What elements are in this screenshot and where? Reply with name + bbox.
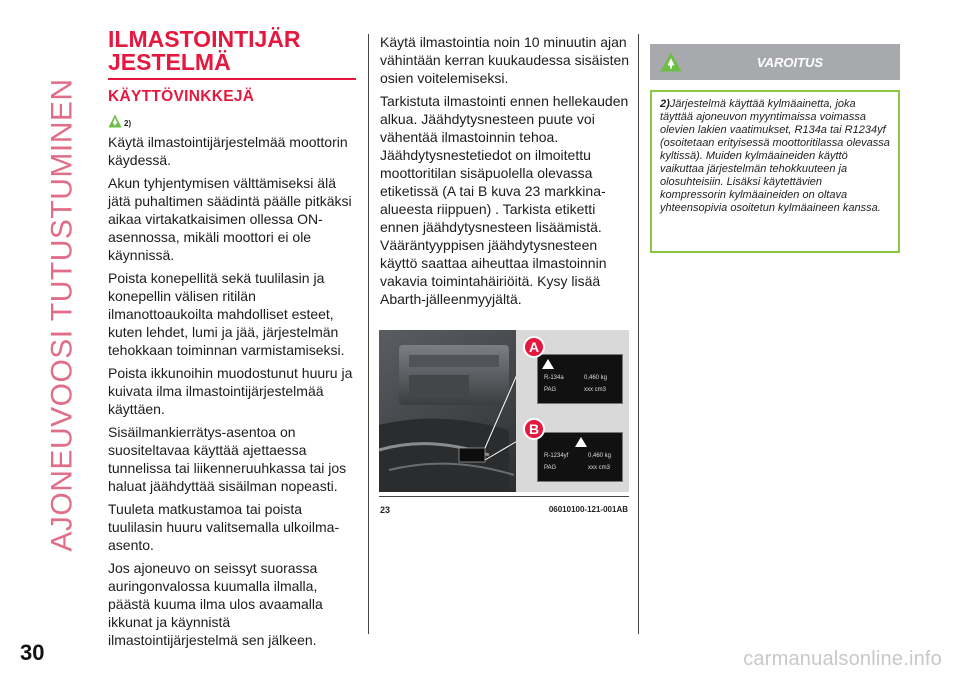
paragraph: Käytä ilmastointia noin 10 minuutin ajan vähintään kerran kuukaudessa sisäisten osien voitelemiseksi. xyxy=(380,34,630,86)
figure-engine-bay-labels xyxy=(379,330,629,492)
side-section-title xyxy=(38,20,88,610)
label-a-badge: A xyxy=(523,336,545,358)
side-section-title-text: AJONEUVOOSI TUTUSTUMINEN xyxy=(46,78,79,552)
column-divider-2 xyxy=(638,34,639,634)
warning-icon xyxy=(542,359,554,369)
label-a-oil: PAG xyxy=(544,387,557,393)
figure-rule xyxy=(379,496,629,497)
refrigerant-label-a xyxy=(537,354,623,404)
warning-tree-icon xyxy=(108,114,122,128)
paragraph: Käytä ilmastointijärjestelmää moottorin käydessä. xyxy=(108,134,348,168)
paragraph: Poista ikkunoihin muodostunut huuru ja kuivata ilma ilmastointijärjestelmää käyttäen. xyxy=(108,365,353,417)
figure-code: 06010100-121-001AB xyxy=(548,505,628,514)
label-b-oil-amount: xxx cm3 xyxy=(588,465,611,471)
refrigerant-label-b xyxy=(537,432,623,482)
paragraph: Tarkistuta ilmastointi ennen hellekauden alkua. Jäähdytysnesteen puute voi vähentää ilmastoinnin tehoa. Jäähdytysnestetiedot on ilmoitettu moottoritilan sisäpuolella olevassa etiketissä (A tai B kuva 23 markkina-alueesta riippuen) . Tarkista etiketti ennen jäähdytysnesteen lisäämistä. Vääräntyyppisen jäähdytysnesteen käyttö saattaa aiheuttaa ilmastoinnin vakavia toimintahäiriöitä. Kysy lisää Abarth-jälleenmyyjältä. xyxy=(380,93,629,307)
warning-box xyxy=(650,44,900,253)
column-1-text xyxy=(108,133,358,649)
page-number: 30 xyxy=(20,640,45,665)
warning-title: VAROITUS xyxy=(756,54,824,70)
figure-number: 23 xyxy=(380,505,391,515)
paragraph: Jos ajoneuvo on seissyt suorassa auringonvalossa kuumalla ilmalla, päästä kuuma ilma ulos avaamalla ikkunat ja käynnistä ilmastointijärjestelmä sen jälkeen. xyxy=(108,560,323,648)
column-divider-1 xyxy=(368,34,369,634)
warning-text-paragraph xyxy=(660,98,890,215)
label-a-amount: 0,460 kg xyxy=(584,375,608,381)
warning-body xyxy=(650,90,900,253)
paragraph: Akun tyhjentymisen välttämiseksi älä jätä puhaltimen säädintä päälle pitkäksi aikaa virtakatkaisimen ollessa ON-asennossa, mikäli moottori ei ole käynnissä. xyxy=(108,175,352,263)
watermark: carmanualsonline.info xyxy=(743,648,942,670)
column-1 xyxy=(108,28,358,649)
warning-tree-icon xyxy=(660,52,682,72)
label-a-refrigerant: R-134a xyxy=(544,375,564,381)
label-b-refrigerant: R-1234yf xyxy=(544,453,569,459)
column-2 xyxy=(380,28,632,308)
section-title-line2: JESTELMÄ xyxy=(108,49,231,75)
section-subtitle: KÄYTTÖVINKKEJÄ xyxy=(108,88,255,105)
warning-header xyxy=(650,44,900,80)
warning-icon xyxy=(575,437,587,447)
paragraph: Sisäilmankierrätys-asentoa on suositeltavaa käyttää ajettaessa tunnelissa tai liikenneruuhkassa tai jos haluat jäähdyttää sisäilman nopeasti. xyxy=(108,424,347,494)
section-title-rule xyxy=(108,78,356,80)
label-b-amount: 0,460 kg xyxy=(588,453,612,459)
section-title-line1: ILMASTOINTIJÄR xyxy=(108,26,301,52)
warning-reference-number: 2) xyxy=(124,119,132,128)
paragraph: Tuuleta matkustamoa tai poista tuulilasin huuru valitsemalla ulkoilma-asento. xyxy=(108,501,340,553)
warning-reference[interactable] xyxy=(108,110,358,128)
label-b-oil: PAG xyxy=(544,465,557,471)
warning-ref-number: 2) xyxy=(660,98,670,110)
label-a-oil-amount: xxx cm3 xyxy=(584,387,607,393)
label-b-badge: B xyxy=(523,418,545,440)
section-title xyxy=(108,28,358,74)
paragraph: Poista konepellitä sekä tuulilasin ja konepellin välisen ritilän ilmanottoaukoilta mahdolliset esteet, kuten lehdet, lumi ja jää, järjestelmän tehokkaan toiminnan varmistamiseksi. xyxy=(108,270,345,358)
column-2-text xyxy=(380,33,632,308)
warning-text: Järjestelmä käyttää kylmäainetta, joka täyttää ajoneuvon myyntimaissa voimassa olevien lakien vaatimukset, R134a tai R1234yf (osoitetaan erityisessä moottoritilassa olevassa kyltissä). Muiden kylmäaineiden käyttö vaikuttaa järjestelmän tehokkuuteen ja olosuhteisiin. Lisäksi käytettävien kompressorin kylmäaineiden on oltava yhteensopivia osoitetun kylmäaineen kanssa. xyxy=(660,98,890,214)
